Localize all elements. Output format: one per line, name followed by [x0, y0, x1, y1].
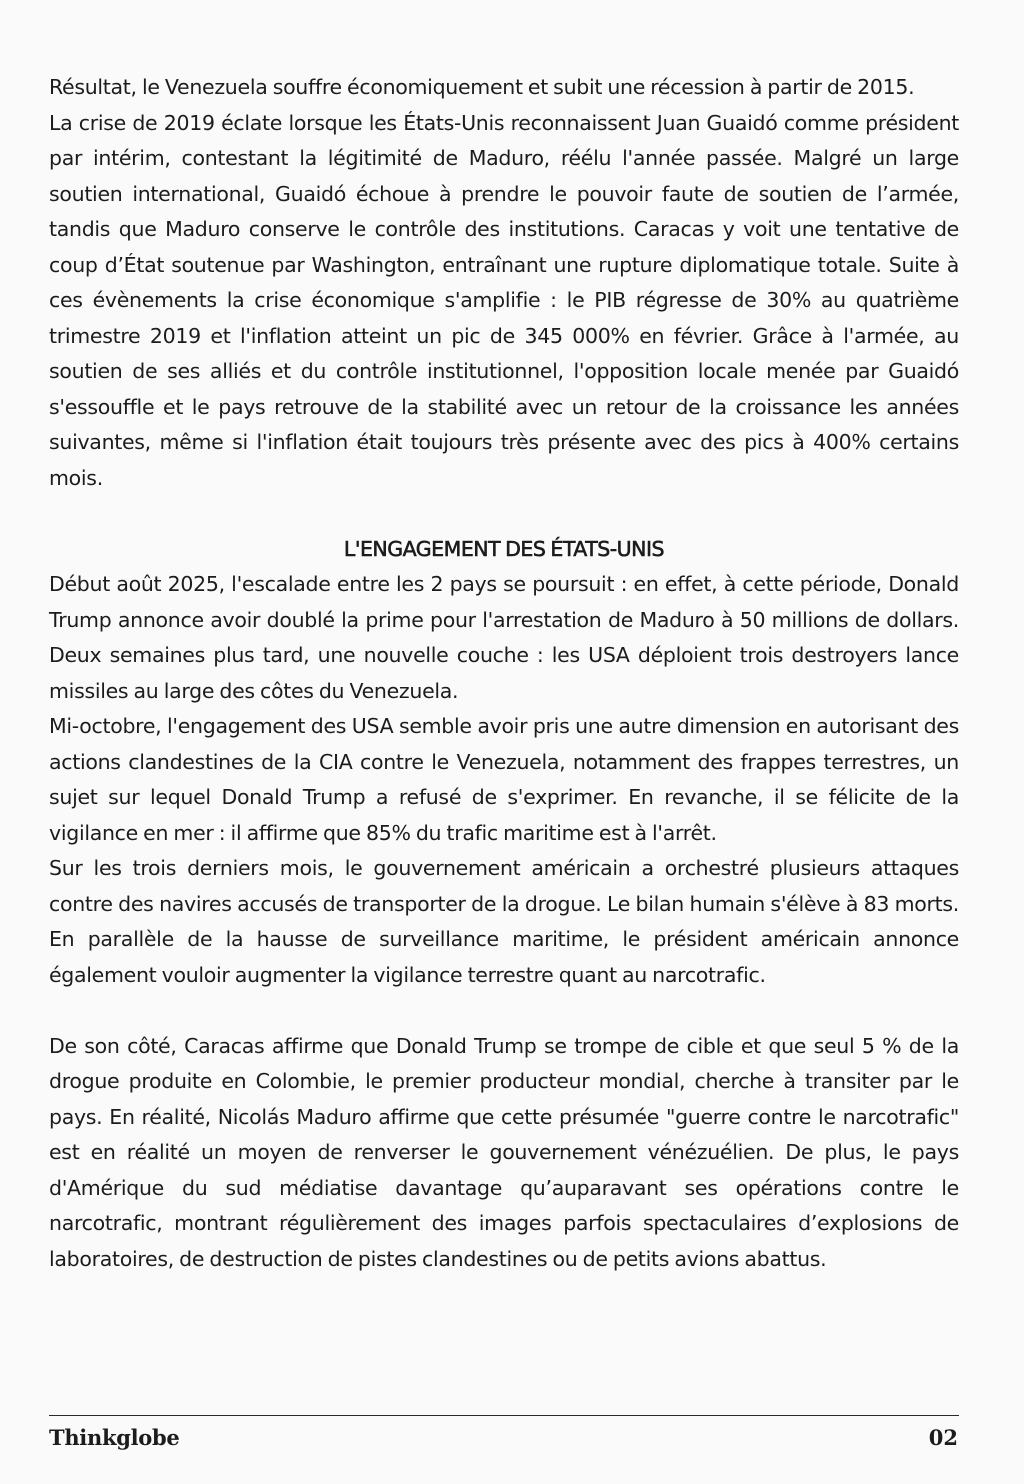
page-number: 02 [928, 1425, 958, 1450]
paragraph-recession: Résultat, le Venezuela souffre économiquement et subit une récession à partir de 2015. [49, 75, 915, 99]
article-body [49, 70, 959, 1277]
paragraph-caracas-response: De son côté, Caracas affirme que Donald Trump se trompe de cible et que seul 5 % de la drogue produite en Colombie, le premier producteur mondial, cherche à transiter par le pays. En réalité, Nicolás Maduro affirme que cette présumée "guerre contre le narcotrafic" est en réalité un moyen de renverser le gouvernement vénézuélien. De plus, le pays d'Amérique du sud médiatise davantage qu’auparavant ses opérations contre le narcotrafic, montrant régulièrement des images parfois spectaculaires d’explosions de laboratoires, de destruction de pistes clandestines ou de petits avions abattus. [49, 1033, 959, 1271]
footer-brand: Thinkglobe [49, 1425, 180, 1450]
section-title: L'ENGAGEMENT DES ÉTATS-UNIS [343, 536, 665, 561]
spacer [49, 496, 959, 532]
paragraph-cia-actions: Mi-octobre, l'engagement des USA semble avoir pris une autre dimension en autorisant des actions clandestines de la CIA contre le Venezuela, notamment des frappes terrestres, un sujet sur lequel Donald Trump a refusé de s'exprimer. En revanche, il se félicite de la vigilance en mer : il affirme que 85% du trafic maritime est à l'arrêt. [49, 714, 959, 845]
paragraph-ship-attacks: Sur les trois derniers mois, le gouvernement américain a orchestré plusieurs attaques contre des navires accusés de transporter de la drogue. Le bilan humain s'élève à 83 morts. En parallèle de la hausse de surveillance maritime, le président américain annonce également vouloir augmenter la vigilance terrestre quant au narcotrafic. [49, 856, 959, 987]
paragraph-escalation: Début août 2025, l'escalade entre les 2 pays se poursuit : en effet, à cette période, Donald Trump annonce avoir doublé la prime pour l'arrestation de Maduro à 50 millions de dollars. Deux semaines plus tard, une nouvelle couche : les USA déploient trois destroyers lance missiles au large des côtes du Venezuela. [49, 572, 959, 703]
paragraph-crisis-2019: La crise de 2019 éclate lorsque les États-Unis reconnaissent Juan Guaidó comme président par intérim, contestant la légitimité de Maduro, réélu l'année passée. Malgré un large soutien international, Guaidó échoue à prendre le pouvoir faute de soutien de l’armée, tandis que Maduro conserve le contrôle des institutions. Caracas y voit une tentative de coup d’État soutenue par Washington, entraînant une rupture diplomatique totale. Suite à ces évènements la crise économique s'amplifie : le PIB régresse de 30% au quatrième trimestre 2019 et l'inflation atteint un pic de 345 000% en février. Grâce à l'armée, au soutien de ses alliés et du contrôle institutionnel, l'opposition locale menée par Guaidó s'essouffle et le pays retrouve de la stabilité avec un retour de la croissance les années suivantes, même si l'inflation était toujours très présente avec des pics à 400% certains mois. [49, 110, 959, 490]
spacer [49, 993, 959, 1029]
footer-divider [49, 1415, 959, 1416]
